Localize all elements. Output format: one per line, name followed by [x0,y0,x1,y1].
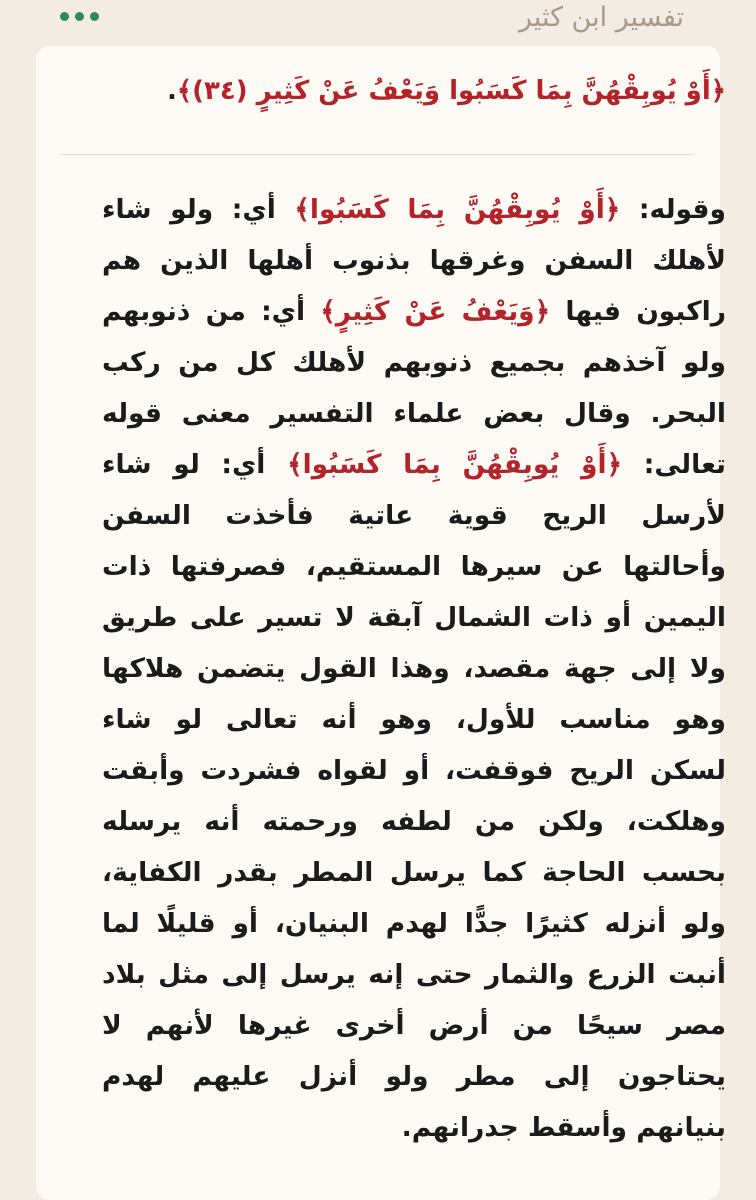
text-line [102,898,726,949]
verse-text: ﴿أَوْ يُوبِقْهُنَّ بِمَا كَسَبُوا وَيَعْفُ عَنْ كَثِيرٍ (٣٤)﴾ [176,76,726,106]
text-line [102,847,726,898]
dot [75,12,84,21]
line-text: لأرسل الريح قوية عاتية فأخذت السفن [102,500,726,531]
text-line [102,286,726,337]
text-line [102,1000,726,1051]
tafsir-body [102,184,726,1153]
more-dots-icon[interactable] [60,12,99,21]
text-line [102,541,726,592]
text-line [102,1102,726,1153]
dot [90,12,99,21]
line-text: وقوله: [620,194,726,225]
line-text: البحر. وقال بعض علماء التفسير معنى قوله [102,398,726,429]
text-line [102,439,726,490]
text-line [102,490,726,541]
book-title: تفسير ابن كثير [518,2,684,33]
text-line [102,388,726,439]
divider [60,154,694,155]
line-text: اليمين أو ذات الشمال آبقة لا تسير على طريق [102,602,726,633]
text-line [102,949,726,1000]
text-line [102,235,726,286]
text-line [102,643,726,694]
line-text: بحسب الحاجة كما يرسل المطر بقدر الكفاية، [102,857,726,888]
line-text: مصر سيحًا من أرض أخرى غيرها لأنهم لا [102,1010,726,1041]
text-line [102,796,726,847]
text-line [102,337,726,388]
text-line [102,745,726,796]
text-line [102,184,726,235]
line-text: وهو مناسب للأول، وهو أنه تعالى لو شاء [102,704,726,735]
line-text: أي: ولو شاء [102,194,295,225]
line-text: بنيانهم وأسقط جدرانهم. [401,1112,726,1143]
line-text: راكبون فيها [550,296,726,327]
line-text: لسكن الريح فوقفت، أو لقواه فشردت وأبقت [102,755,726,786]
line-text: ولو أنزله كثيرًا جدًّا لهدم البنيان، أو قليلًا لما [102,908,726,939]
quran-quote: ﴿وَيَعْفُ عَنْ كَثِيرٍ﴾ [320,296,551,327]
verse-end-mark: . [166,76,177,106]
text-line [102,1051,726,1102]
line-text: تعالى: [622,449,726,480]
line-text: يحتاجون إلى مطر ولو أنزل عليهم لهدم [102,1061,726,1092]
dot [60,12,69,21]
quran-quote: ﴿أَوْ يُوبِقْهُنَّ بِمَا كَسَبُوا﴾ [294,194,621,225]
line-text: ولو آخذهم بجميع ذنوبهم لأهلك كل من ركب [102,347,726,378]
line-text: أنبت الزرع والثمار حتى إنه يرسل إلى مثل بلاد [102,959,726,990]
line-text: أي: لو شاء [102,449,288,480]
line-text: وأحالتها عن سيرها المستقيم، فصرفتها ذات [102,551,726,582]
text-line [102,694,726,745]
line-text: أي: من ذنوبهم [102,296,321,327]
text-line [102,592,726,643]
line-text: ولا إلى جهة مقصد، وهذا القول يتضمن هلاكها [102,653,726,684]
quran-quote: ﴿أَوْ يُوبِقْهُنَّ بِمَا كَسَبُوا﴾ [287,449,623,480]
line-text: وهلكت، ولكن من لطفه ورحمته أنه يرسله [102,806,726,837]
line-text: لأهلك السفن وغرقها بذنوب أهلها الذين هم [102,245,726,276]
verse-heading [167,76,726,106]
top-bar [0,0,756,46]
